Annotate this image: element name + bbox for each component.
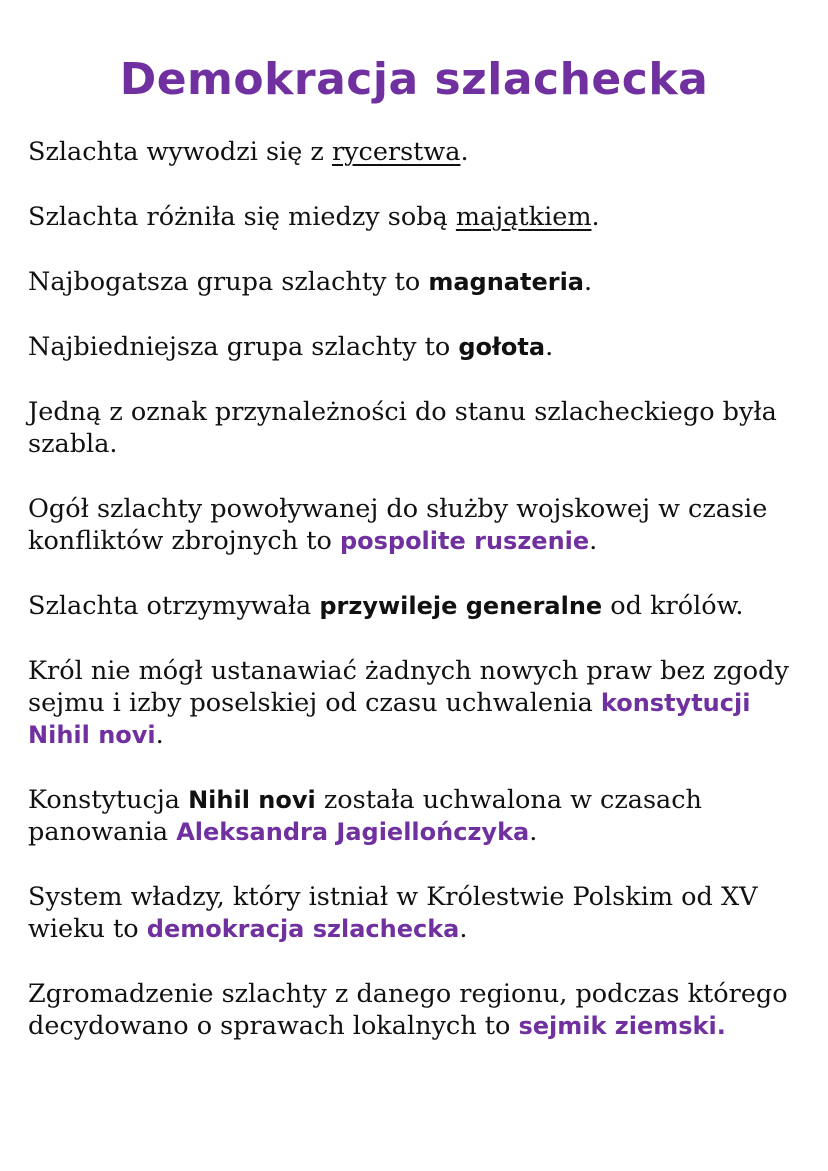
highlighted-term: demokracja szlachecka xyxy=(146,915,460,943)
bold-term: przywileje generalne xyxy=(319,592,603,620)
paragraph-7 xyxy=(28,590,800,622)
underlined-term: rycerstwa xyxy=(331,137,461,167)
text-segment: Jedną z oznak przynależności do stanu szlacheckiego była szabla. xyxy=(28,397,777,459)
text-segment: . xyxy=(155,720,164,750)
text-segment: . xyxy=(460,137,469,167)
paragraph-3 xyxy=(28,266,800,298)
paragraph-10 xyxy=(28,881,800,945)
highlighted-term: Aleksandra Jagiellończyka xyxy=(176,818,530,846)
text-segment: . xyxy=(459,914,468,944)
paragraph-11 xyxy=(28,978,800,1042)
bold-term: magnateria xyxy=(428,268,584,296)
highlighted-term: sejmik ziemski. xyxy=(518,1012,726,1040)
text-segment: . xyxy=(589,526,598,556)
paragraph-9 xyxy=(28,784,800,848)
text-segment: Najbogatsza grupa szlachty to xyxy=(28,267,429,297)
text-segment: została uchwalona w czasach panowania xyxy=(28,785,702,847)
text-segment: . xyxy=(545,332,554,362)
text-segment: Szlachta otrzymywała xyxy=(28,591,320,621)
text-segment: Konstytucja xyxy=(28,785,189,815)
page-title: Demokracja szlachecka xyxy=(119,54,709,105)
paragraph-list xyxy=(28,136,800,1042)
underlined-term: majątkiem xyxy=(455,202,592,232)
text-segment: Szlachta różniła się miedzy sobą xyxy=(28,202,456,232)
highlighted-term: pospolite ruszenie xyxy=(339,527,590,555)
paragraph-5 xyxy=(28,396,800,460)
text-segment: Szlachta wywodzi się z xyxy=(28,137,332,167)
paragraph-6 xyxy=(28,493,800,557)
bold-term: Nihil novi xyxy=(188,786,316,814)
text-segment: Król nie mógł ustanawiać żadnych nowych praw bez zgody sejmu i izby poselskiej od czasu uchwalenia xyxy=(28,656,789,718)
text-segment: Najbiedniejsza grupa szlachty to xyxy=(28,332,459,362)
text-segment: od królów. xyxy=(602,591,744,621)
text-segment: Zgromadzenie szlachty z danego regionu, podczas którego decydowano o sprawach lokalnych to xyxy=(28,979,788,1041)
text-segment: . xyxy=(529,817,538,847)
paragraph-8 xyxy=(28,655,800,751)
paragraph-4 xyxy=(28,331,800,363)
text-segment: . xyxy=(591,202,600,232)
paragraph-2 xyxy=(28,201,800,233)
highlighted-term: konstytucji Nihil novi xyxy=(28,689,751,749)
paragraph-1 xyxy=(28,136,800,168)
text-segment: System władzy, który istniał w Królestwie Polskim od XV wieku to xyxy=(28,882,758,944)
bold-term: gołota xyxy=(458,333,546,361)
text-segment: . xyxy=(584,267,593,297)
text-segment: Ogół szlachty powoływanej do służby wojskowej w czasie konfliktów zbrojnych to xyxy=(28,494,768,556)
